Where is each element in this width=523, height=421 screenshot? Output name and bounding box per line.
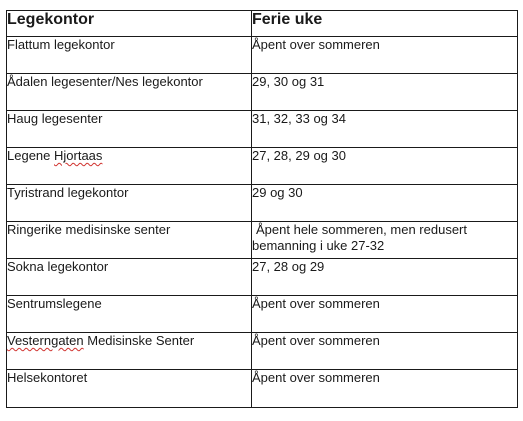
table-row <box>7 296 518 333</box>
table-row <box>7 111 518 148</box>
vacation-schedule-table <box>6 10 518 408</box>
spellcheck-flagged-word: Hjortaas <box>54 148 103 163</box>
office-cell: Helsekontoret <box>7 370 252 408</box>
office-cell: Sokna legekontor <box>7 259 252 296</box>
weeks-cell <box>252 222 518 259</box>
weeks-cell: 27, 28, 29 og 30 <box>252 148 518 185</box>
office-cell: Ringerike medisinske senter <box>7 222 252 259</box>
weeks-line-1: Åpent hele sommeren, men redusert <box>256 222 467 237</box>
office-cell: Ådalen legesenter/Nes legekontor <box>7 74 252 111</box>
table-row <box>7 370 518 408</box>
office-cell <box>7 148 252 185</box>
weeks-cell: Åpent over sommeren <box>252 37 518 74</box>
weeks-cell: 29 og 30 <box>252 185 518 222</box>
column-header-vacation-weeks: Ferie uke <box>252 11 518 37</box>
table-row <box>7 222 518 259</box>
weeks-cell: 31, 32, 33 og 34 <box>252 111 518 148</box>
weeks-cell: Åpent over sommeren <box>252 333 518 370</box>
column-header-office: Legekontor <box>7 11 252 37</box>
weeks-line-2: bemanning i uke 27-32 <box>252 238 385 253</box>
spellcheck-flagged-word: Vesterngaten <box>7 333 84 348</box>
weeks-cell: 27, 28 og 29 <box>252 259 518 296</box>
table-row <box>7 259 518 296</box>
weeks-cell: Åpent over sommeren <box>252 296 518 333</box>
office-cell: Haug legesenter <box>7 111 252 148</box>
weeks-cell: Åpent over sommeren <box>252 370 518 408</box>
office-name-suffix: Medisinske Senter <box>83 333 195 348</box>
office-cell <box>7 333 252 370</box>
table-row <box>7 148 518 185</box>
office-cell: Flattum legekontor <box>7 37 252 74</box>
table-header-row <box>7 11 518 37</box>
weeks-cell: 29, 30 og 31 <box>252 74 518 111</box>
office-cell: Sentrumslegene <box>7 296 252 333</box>
table-row <box>7 37 518 74</box>
office-name-prefix: Legene <box>7 148 54 163</box>
table-row <box>7 185 518 222</box>
table-row <box>7 333 518 370</box>
office-cell: Tyristrand legekontor <box>7 185 252 222</box>
table-row <box>7 74 518 111</box>
